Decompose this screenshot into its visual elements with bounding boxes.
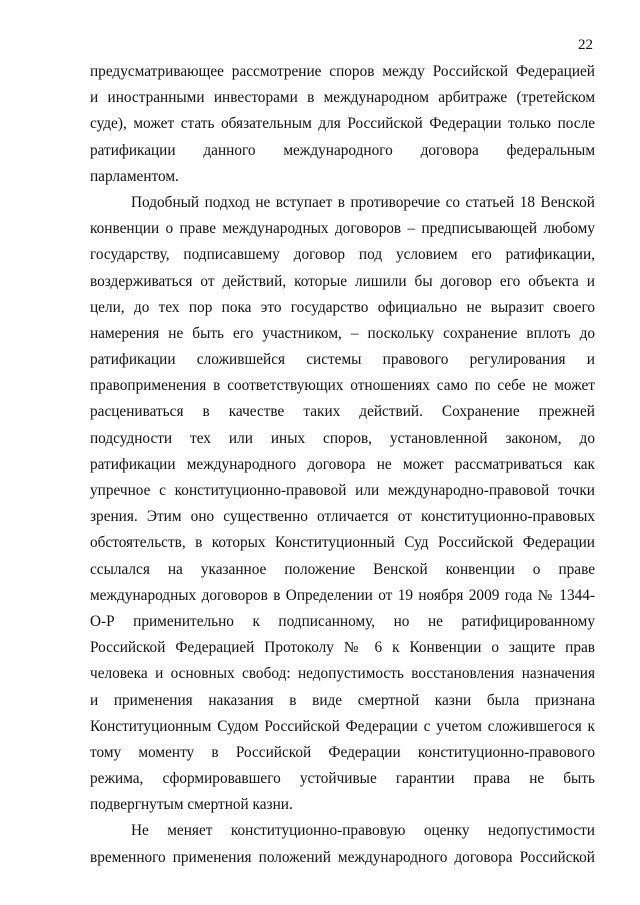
body-text xyxy=(90,59,595,871)
text-line: международных договоров в Определении от 19 ноября 2009 года № 1344- xyxy=(90,586,595,604)
text-line: подвергнутым смертной казни. xyxy=(90,796,293,814)
text-line: ратификации сложившейся системы правового регулирования и xyxy=(90,351,595,369)
text-line: зрения. Этим оно существенно отличается от конституционно-правовых xyxy=(90,508,595,526)
text-line: ратификации международного договора не может рассматриваться как xyxy=(90,455,595,473)
text-line: упречное с конституционно-правовой или международно-правовой точки xyxy=(90,482,595,499)
text-line: Подобный подход не вступает в противоречие со статьей 18 Венской xyxy=(131,193,595,211)
text-line: намерения не быть его участником, – поскольку сохранение вплоть до xyxy=(90,324,595,342)
text-line: правоприменения в соответствующих отношениях само по себе не может xyxy=(90,377,595,395)
text-line: обстоятельств, в которых Конституционный Суд Российской Федерации xyxy=(90,534,595,552)
text-line: воздерживаться от действий, которые лишили бы договор его объекта и xyxy=(90,272,595,290)
text-line: Российской Федерацией Протоколу № 6 к Конвенции о защите прав xyxy=(90,639,595,657)
text-line: суде), может стать обязательным для Российской Федерации только после xyxy=(90,115,595,133)
text-line: и применения наказания в виде смертной казни была признана xyxy=(90,691,595,709)
text-line: ссылался на указанное положение Венской конвенции о праве xyxy=(90,560,595,578)
text-line: ратификации данного международного договора федеральным xyxy=(90,141,595,159)
text-line: временного применения положений международного договора Российской xyxy=(90,848,595,866)
text-line: парламентом. xyxy=(90,167,179,185)
text-line: подсудности тех или иных споров, установленной законом, до xyxy=(90,429,595,447)
text-line: Не меняет конституционно-правовую оценку недопустимости xyxy=(131,822,595,840)
text-line: предусматривающее рассмотрение споров между Российской Федерацией xyxy=(90,63,595,80)
text-line: конвенции о праве международных договоров – предписывающей любому xyxy=(90,220,595,238)
text-line: государству, подписавшему договор под условием его ратификации, xyxy=(90,246,595,264)
text-line: режима, сформировавшего устойчивые гарантии права не быть xyxy=(90,770,595,788)
text-line: цели, до тех пор пока это государство официально не выразит своего xyxy=(90,298,595,316)
text-line: и иностранными инвесторами в международном арбитраже (третейском xyxy=(90,89,595,107)
text-line: расцениваться в качестве таких действий. Сохранение прежней xyxy=(90,403,595,421)
text-line: Конституционным Судом Российской Федерации с учетом сложившегося к xyxy=(90,717,595,735)
page-number: 22 xyxy=(578,37,593,53)
text-line: человека и основных свобод: недопустимость восстановления назначения xyxy=(90,665,595,683)
text-line: тому моменту в Российской Федерации конституционно-правового xyxy=(90,743,595,761)
text-line: О-Р применительно к подписанному, но не ратифицированному xyxy=(90,612,595,630)
